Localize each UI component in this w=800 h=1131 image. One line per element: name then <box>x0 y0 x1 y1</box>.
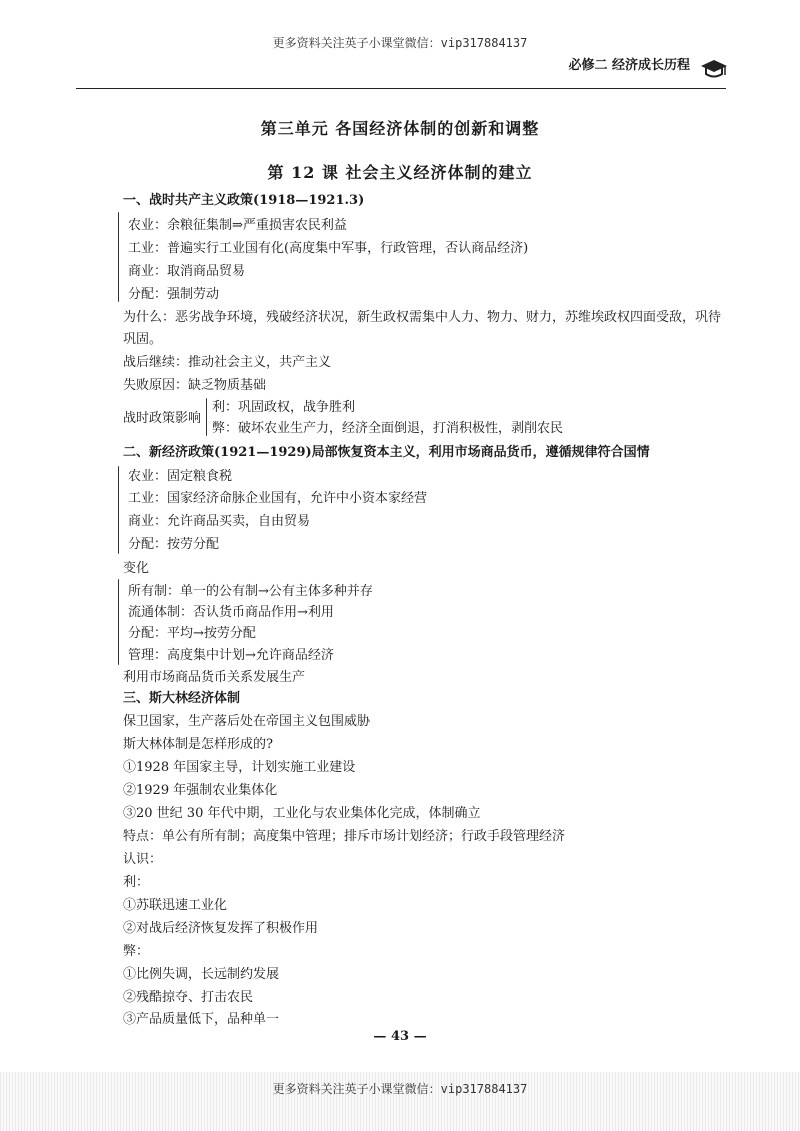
text-line: 农业：余粮征集制⇒严重损害农民利益 <box>128 218 347 233</box>
text-line: 所有制：单一的公有制→公有主体多种并存 <box>128 584 373 599</box>
text-line: 变化 <box>123 561 150 576</box>
text-line: ②残酷掠夺、打击农民 <box>123 990 254 1005</box>
text-line: 分配：按劳分配 <box>128 537 220 552</box>
text-line: 商业：允许商品买卖，自由贸易 <box>128 514 311 529</box>
text-line: 特点：单公有所有制；高度集中管理；排斥市场计划经济；行政手段管理经济 <box>123 829 566 844</box>
text-line: ③20 世纪 30 年代中期，工业化与农业集体化完成，体制确立 <box>123 806 481 821</box>
text-line: 农业：固定粮食税 <box>128 469 233 484</box>
text-line: 战时政策影响 <box>123 411 202 426</box>
watermark-bottom: 更多资料关注英子小课堂微信：vip317884137 <box>272 1082 528 1096</box>
section-heading-1: 一、战时共产主义政策(1918—1921.3) <box>123 193 365 208</box>
text-line: 失败原因：缺乏物质基础 <box>123 378 267 393</box>
text-line: 利用市场商品货币关系发展生产 <box>123 670 306 685</box>
header-rule <box>76 88 726 89</box>
brace <box>206 398 207 436</box>
text-line: 认识： <box>123 852 163 867</box>
text-line: 弊： <box>123 944 150 959</box>
graduation-cap-icon <box>700 55 728 83</box>
unit-title: 第三单元 各国经济体制的创新和调整 <box>260 119 540 138</box>
section-heading-2: 二、新经济政策(1921—1929)局部恢复资本主义，利用市场商品货币，遵循规律符合国情 <box>123 445 650 460</box>
text-line: ①1928 年国家主导，计划实施工业建设 <box>123 760 356 775</box>
text-line: ③产品质量低下，品种单一 <box>123 1012 280 1027</box>
brace <box>118 466 119 554</box>
page-number: — 43 — <box>373 1029 427 1044</box>
text-line: ①比例失调，长远制约发展 <box>123 967 280 982</box>
text-line: 利：巩固政权，战争胜利 <box>212 400 356 415</box>
text-line: 分配：强制劳动 <box>128 287 220 302</box>
text-line: 利： <box>123 875 150 890</box>
text-line: 管理：高度集中计划→允许商品经济 <box>128 648 334 663</box>
brace <box>118 579 119 665</box>
text-line: 工业：普遍实行工业国有化(高度集中军事，行政管理，否认商品经济) <box>128 241 529 256</box>
text-line: 为什么：恶劣战争环境，残破经济状况，新生政权需集中人力、物力、财力，苏维埃政权四面受敌，巩待 <box>123 310 722 325</box>
text-line: 工业：国家经济命脉企业国有，允许中小资本家经营 <box>128 491 428 506</box>
text-line: 斯大林体制是怎样形成的? <box>123 737 273 752</box>
text-line: 保卫国家，生产落后处在帝国主义包围威胁 <box>123 714 371 729</box>
watermark-top: 更多资料关注英子小课堂微信：vip317884137 <box>272 36 528 50</box>
text-line: 分配：平均→按劳分配 <box>128 626 256 641</box>
text-line: ②1929 年强制农业集体化 <box>123 783 278 798</box>
text-line: 巩固。 <box>123 332 163 347</box>
running-header: 必修二 经济成长历程 <box>568 58 690 73</box>
text-line: ①苏联迅速工业化 <box>123 898 228 913</box>
brace <box>118 212 119 302</box>
lesson-title: 第 12 课 社会主义经济体制的建立 <box>267 163 533 182</box>
text-line: 弊：破坏农业生产力，经济全面倒退，打消积极性，剥削农民 <box>212 421 564 436</box>
section-heading-3: 三、斯大林经济体制 <box>123 691 241 706</box>
text-line: 流通体制：否认货币商品作用→利用 <box>128 605 334 620</box>
text-line: 商业：取消商品贸易 <box>128 264 246 279</box>
text-line: 战后继续：推动社会主义，共产主义 <box>123 355 332 370</box>
text-line: ②对战后经济恢复发挥了积极作用 <box>123 921 319 936</box>
